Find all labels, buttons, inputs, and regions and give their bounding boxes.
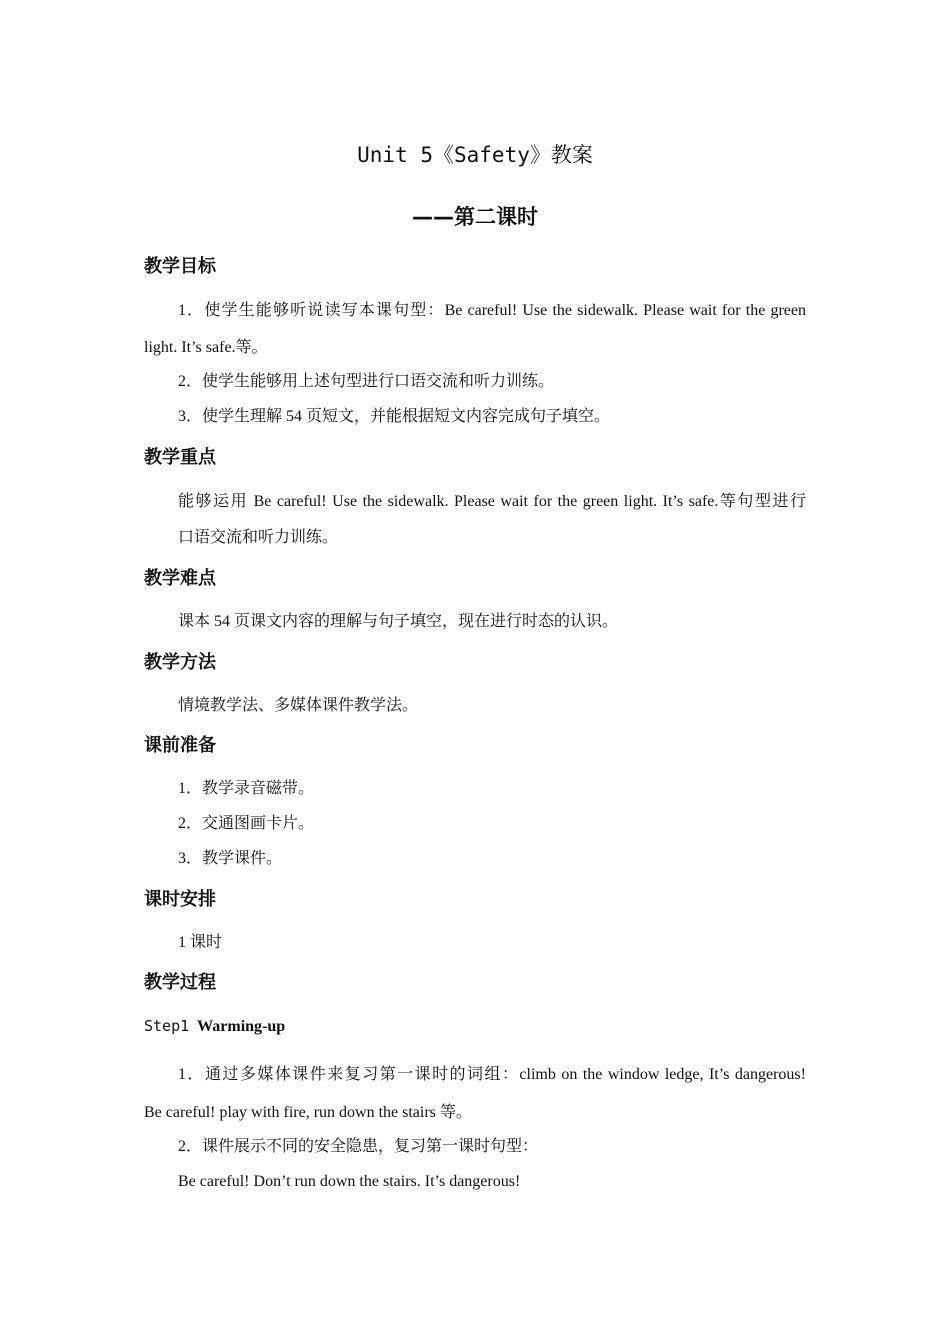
heading-schedule: 课时安排 bbox=[144, 889, 216, 910]
goals-item-1-line-1: 1．使学生能够听说读写本课句型：Be careful! Use the sidewalk. Please wait for the green bbox=[178, 302, 806, 319]
document-subtitle: ——第二课时 bbox=[412, 205, 538, 229]
goals-item-3: 3．使学生理解 54 页短文，并能根据短文内容完成句子填空。 bbox=[178, 408, 611, 425]
key-points-line-2: 口语交流和听力训练。 bbox=[178, 529, 339, 546]
heading-process: 教学过程 bbox=[144, 972, 216, 993]
step-1-heading bbox=[144, 1017, 285, 1036]
document-title: Unit 5《Safety》教案 bbox=[357, 143, 593, 167]
preparation-item-1: 1．教学录音磁带。 bbox=[178, 780, 315, 797]
schedule-text: 1 课时 bbox=[178, 934, 223, 951]
goals-item-2: 2．使学生能够用上述句型进行口语交流和听力训练。 bbox=[178, 373, 555, 390]
process-item-1-line-2: Be careful! play with fire, run down the stairs 等。 bbox=[144, 1104, 472, 1121]
heading-key-points: 教学重点 bbox=[144, 447, 216, 468]
goals-item-1-line-2: light. It’s safe.等。 bbox=[144, 339, 268, 356]
heading-goals: 教学目标 bbox=[144, 256, 216, 277]
methods-text: 情境教学法、多媒体课件教学法。 bbox=[178, 697, 419, 714]
heading-methods: 教学方法 bbox=[144, 652, 216, 673]
heading-difficulties: 教学难点 bbox=[144, 568, 216, 589]
process-item-1-line-1: 1．通过多媒体课件来复习第一课时的词组：climb on the window ledge, It’s dangerous! bbox=[178, 1066, 806, 1083]
difficulties-text: 课本 54 页课文内容的理解与句子填空，现在进行时态的认识。 bbox=[178, 613, 619, 630]
step-1-name: Warming-up bbox=[197, 1018, 286, 1035]
process-item-2: 2．课件展示不同的安全隐患，复习第一课时句型： bbox=[178, 1138, 539, 1155]
step-1-number: Step1 bbox=[144, 1017, 190, 1035]
process-example: Be careful! Don’t run down the stairs. It’s dangerous! bbox=[178, 1173, 521, 1190]
preparation-item-3: 3．教学课件。 bbox=[178, 850, 283, 867]
key-points-line-1: 能够运用 Be careful! Use the sidewalk. Please wait for the green light. It’s safe.等句型进行 bbox=[178, 493, 806, 510]
preparation-item-2: 2．交通图画卡片。 bbox=[178, 815, 315, 832]
heading-preparation: 课前准备 bbox=[144, 735, 216, 756]
